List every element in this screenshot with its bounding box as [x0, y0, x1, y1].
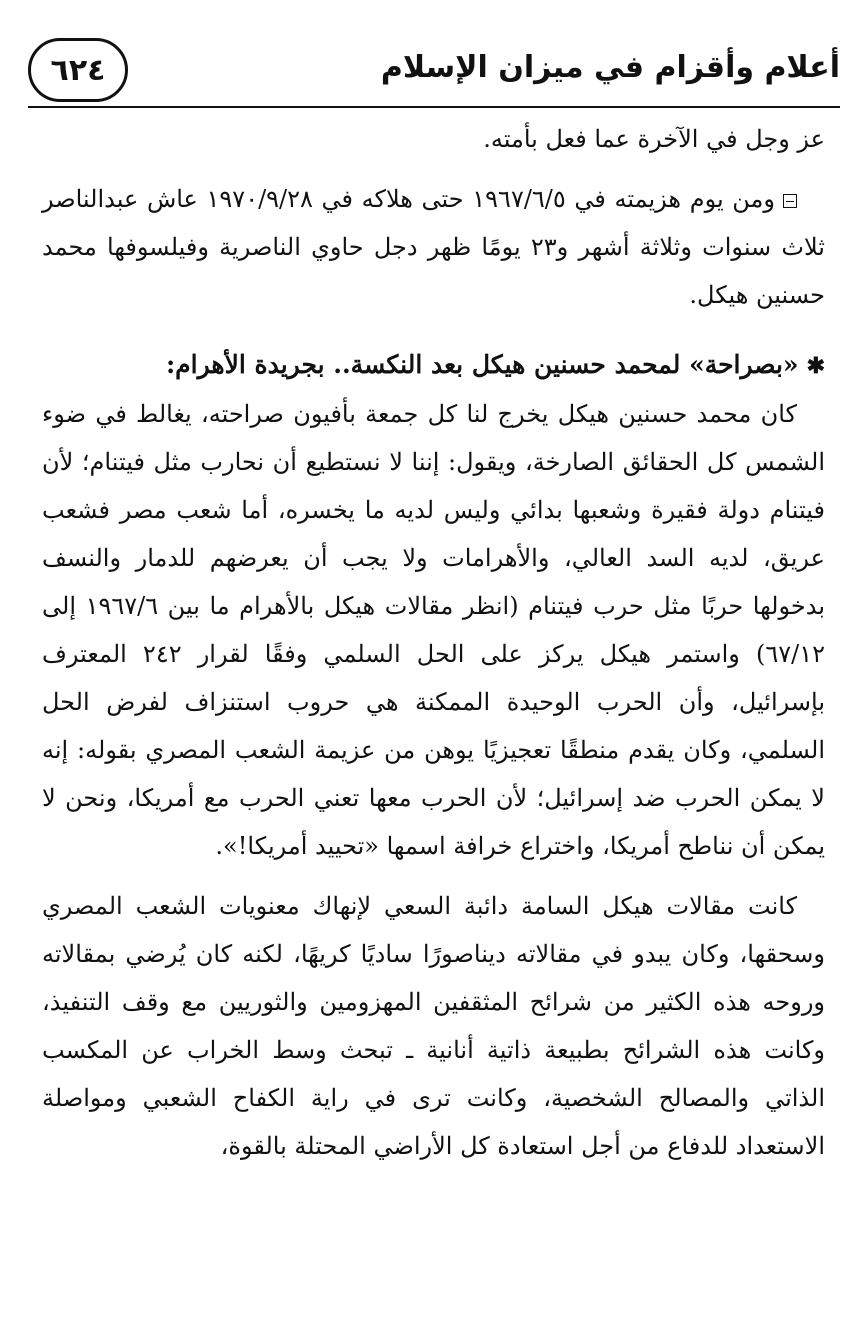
asterisk-icon: ✱: [806, 353, 825, 379]
paragraph-nasser-period-text: ومن يوم هزيمته في ١٩٦٧/٦/٥ حتى هلاكه في ١٩٧٠/٩/٢٨ عاش عبدالناصر ثلاث سنوات وثلاثة أشهر و٢٣ يومًا ظهر دجل حاوي الناصرية وفيلسوفها محمد حسنين هيكل.: [42, 185, 825, 309]
page-body: [42, 115, 825, 1170]
paragraph-nasser-period: [42, 175, 825, 319]
page-number: [28, 38, 128, 102]
section-heading-text: «بصراحة» لمحمد حسنين هيكل بعد النكسة.. بجريدة الأهرام:: [165, 350, 799, 379]
header-rule: [28, 106, 840, 108]
page-header: [28, 38, 840, 108]
paragraph-heikal-frankly: كان محمد حسنين هيكل يخرج لنا كل جمعة بأفيون صراحته، يغالط في ضوء الشمس كل الحقائق الصارخة، ويقول: إننا لا نستطيع أن نحارب مثل فيتنام؛ لأن فيتنام دولة فقيرة وشعبها بدائي وليس لديه ما يخسره، أما شعب مصر فشعب عريق، لديه السد العالي، والأهرامات ولا يجب أن يعرضهم للدمار والنسف بدخولها حربًا مثل حرب فيتنام (انظر مقالات هيكل بالأهرام ما بين ١٩٦٧/٦ إلى ٦٧/١٢) واستمر هيكل يركز على الحل السلمي وفقًا لقرار ٢٤٢ المعترف بإسرائيل، وأن الحرب الوحيدة الممكنة هي حروب استنزاف لفرض الحل السلمي، وكان يقدم منطقًا تعجيزيًا يوهن من عزيمة الشعب المصري بقوله: إنه لا يمكن الحرب ضد إسرائيل؛ لأن الحرب معها تعني الحرب مع أمريكا، ونحن لا يمكن أن نناطح أمريكا، واختراع خرافة اسمها «تحييد أمريكا!».: [42, 400, 825, 860]
section-heading: [42, 341, 825, 390]
page-number-text: ٦٢٤: [50, 52, 106, 88]
running-title: أعلام وأقزام في ميزان الإسلام: [380, 50, 840, 85]
paragraph-continuation: عز وجل في الآخرة عما فعل بأمته.: [483, 125, 825, 153]
paragraph-heikal-articles: كانت مقالات هيكل السامة دائبة السعي لإنهاك معنويات الشعب المصري وسحقها، وكان يبدو في مقالاته ديناصورًا ساديًا كريهًا، لكنه كان يُرضي بمقالاته وروحه هذه الكثير من شرائح المثقفين المهزومين والثوريين مع وقف التنفيذ، وكانت هذه الشرائح بطبيعة ذاتية أنانية ـ تبحث وسط الخراب عن المكسب الذاتي والمصالح الشخصية، وكانت ترى في راية الكفاح الشعبي ومواصلة الاستعداد للدفاع من أجل استعادة كل الأراضي المحتلة بالقوة،: [42, 892, 825, 1160]
square-bullet-icon: [783, 194, 797, 208]
